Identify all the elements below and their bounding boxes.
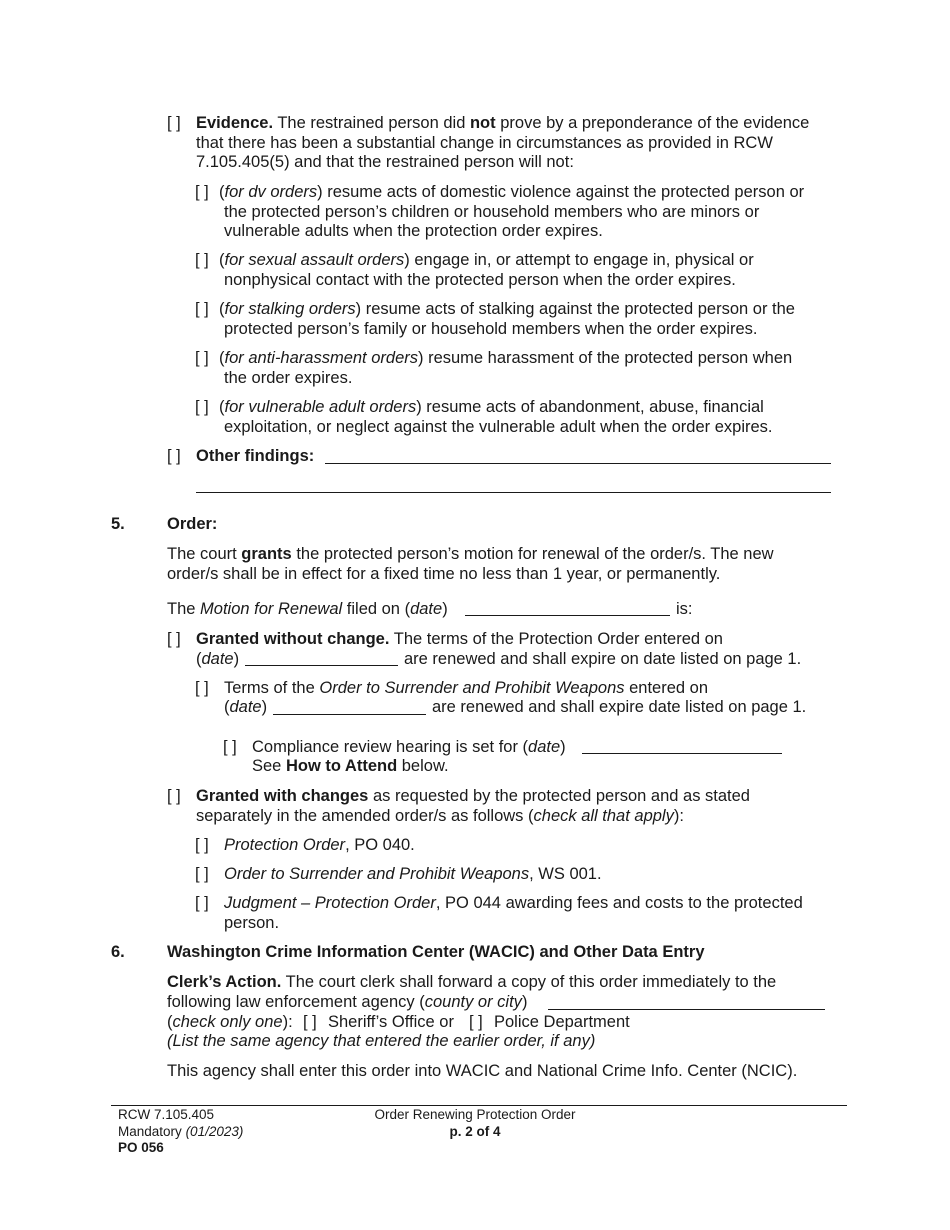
judgment-po044-label: Judgment – Protection Order, PO 044 awarding fees and costs to the protected person. (224, 894, 803, 932)
footer-rcw: RCW 7.105.405 (118, 1107, 215, 1122)
stalking-orders-finding: (for stalking orders) resume acts of stalking against the protected person or the protected person’s family or household members when the order expires. (219, 300, 795, 338)
police-department-label: Police Department (494, 1013, 630, 1031)
protection-order-po040-label: Protection Order, PO 040. (224, 836, 415, 854)
granted-without-change-line-2: are renewed and shall expire on date listed on page 1. (404, 650, 802, 668)
how-to-attend-reference: How to Attend (285, 757, 398, 775)
section-5-title: Order: (167, 515, 218, 533)
other-findings-input-line-1[interactable] (325, 463, 831, 464)
footer-form-number: PO 056 (118, 1140, 164, 1155)
weapons-terms-date-label: (date) (224, 698, 268, 716)
sheriffs-office-label: Sheriff’s Office or (328, 1013, 454, 1031)
agency-type-line: (check only one): (167, 1013, 293, 1031)
compliance-review-date-field[interactable] (582, 753, 782, 754)
weapons-ws001-label: Order to Surrender and Prohibit Weapons, WS 001. (224, 865, 602, 883)
compliance-review-checkbox[interactable]: [ ] (223, 738, 237, 756)
anti-harassment-orders-checkbox[interactable]: [ ] (195, 349, 209, 367)
motion-filed-date-field[interactable] (465, 615, 670, 616)
order-grant-paragraph: The court grants the protected person’s motion for renewal of the order/s. The new order/s shall be in effect for a fixed time no less than 1 year, or permanently. (167, 545, 774, 583)
weapons-ws001-checkbox[interactable]: [ ] (195, 865, 209, 883)
wacic-entry-paragraph: This agency shall enter this order into WACIC and National Crime Info. Center (NCIC). (167, 1062, 798, 1080)
granted-with-changes-paragraph: Granted with changes as requested by the protected person and as stated separately in the amended order/s as follows (check all that apply): (196, 787, 750, 825)
section-6-number: 6. (111, 943, 125, 961)
granted-without-change-line-1: Granted without change. The terms of the Protection Order entered on (196, 630, 723, 648)
other-findings-checkbox[interactable]: [ ] (167, 447, 181, 465)
section-5-number: 5. (111, 515, 125, 533)
protection-order-entered-date-field[interactable] (245, 665, 398, 666)
footer-left: RCW 7.105.405 Mandatory (01/2023) PO 056 (118, 1107, 244, 1155)
motion-is-label: is: (676, 600, 693, 618)
evidence-paragraph: Evidence. The restrained person did not prove by a preponderance of the evidence that there has been a substantial change in circumstances as provided in RCW 7.105.405(5) and that the restrained person will not: (196, 114, 810, 172)
other-findings-input-line-2[interactable] (196, 492, 831, 493)
footer-center (340, 1107, 610, 1140)
compliance-review-line-2: See How to Attend below. (252, 757, 449, 775)
protection-order-po040-checkbox[interactable]: [ ] (195, 836, 209, 854)
granted-without-change-checkbox[interactable]: [ ] (167, 630, 181, 648)
evidence-checkbox[interactable]: [ ] (167, 114, 181, 132)
footer-page-number: p. 2 of 4 (449, 1123, 501, 1139)
dv-orders-finding: (for dv orders) resume acts of domestic violence against the protected person or the protected person’s children or household members who are minors or vulnerable adults when the protection order expires. (219, 183, 805, 241)
law-enforcement-agency-field[interactable] (548, 1009, 825, 1010)
police-department-checkbox[interactable]: [ ] (469, 1013, 483, 1031)
vulnerable-adult-orders-finding: (for vulnerable adult orders) resume acts of abandonment, abuse, financial exploitation, or neglect against the vulnerable adult when the order expires. (219, 398, 773, 436)
weapons-terms-checkbox[interactable]: [ ] (195, 679, 209, 697)
weapons-order-entered-date-field[interactable] (273, 714, 426, 715)
granted-without-change-date-label: (date) (196, 650, 240, 668)
granted-with-changes-checkbox[interactable]: [ ] (167, 787, 181, 805)
weapons-terms-line-1: Terms of the Order to Surrender and Prohibit Weapons entered on (224, 679, 709, 697)
evidence-label: Evidence. (196, 114, 274, 132)
motion-for-renewal-line: The Motion for Renewal filed on (date) (167, 600, 448, 618)
section-6-title: Washington Crime Information Center (WACIC) and Other Data Entry (167, 943, 705, 961)
list-same-agency-note: (List the same agency that entered the earlier order, if any) (167, 1032, 596, 1050)
clerk-action-line-1: Clerk’s Action. The court clerk shall forward a copy of this order immediately to the (167, 973, 777, 991)
footer-title: Order Renewing Protection Order (374, 1107, 576, 1122)
footer-rule (111, 1105, 847, 1106)
dv-orders-checkbox[interactable]: [ ] (195, 183, 209, 201)
sheriffs-office-checkbox[interactable]: [ ] (303, 1013, 317, 1031)
anti-harassment-orders-finding: (for anti-harassment orders) resume harassment of the protected person when the order expires. (219, 349, 793, 387)
other-findings-label: Other findings: (196, 447, 315, 465)
stalking-orders-checkbox[interactable]: [ ] (195, 300, 209, 318)
compliance-review-line-1: Compliance review hearing is set for (date) (252, 738, 566, 756)
vulnerable-adult-orders-checkbox[interactable]: [ ] (195, 398, 209, 416)
judgment-po044-checkbox[interactable]: [ ] (195, 894, 209, 912)
weapons-terms-line-2: are renewed and shall expire date listed on page 1. (432, 698, 807, 716)
sexual-assault-orders-checkbox[interactable]: [ ] (195, 251, 209, 269)
sexual-assault-orders-finding: (for sexual assault orders) engage in, or attempt to engage in, physical or nonphysical contact with the protected person when the order expires. (219, 251, 754, 289)
clerk-action-line-2: following law enforcement agency (county or city) (167, 993, 528, 1011)
